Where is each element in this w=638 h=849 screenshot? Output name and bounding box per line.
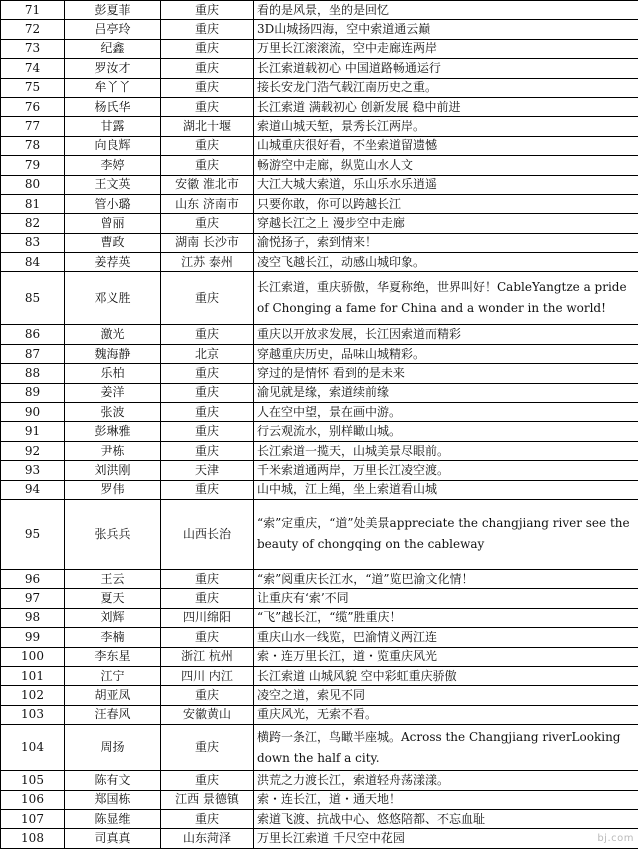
table-row [1,666,638,685]
table-row [1,364,638,383]
table-row [1,20,638,39]
cell-name: 杨氏华 [65,97,161,116]
cell-num: 107 [1,809,65,828]
table-row [1,344,638,363]
cell-name: 李楠 [65,628,161,647]
cell-place: 四川 内江 [161,666,254,685]
cell-name: 彭夏菲 [65,1,161,20]
cell-name: 纪鑫 [65,39,161,58]
cell-slogan: 穿越重庆历史，品味山城精彩。 [254,344,638,363]
cell-name: 邓义胜 [65,272,161,325]
cell-name: 牟丫丫 [65,78,161,97]
cell-name: 魏海静 [65,344,161,363]
table-row [1,569,638,588]
cell-slogan: 万里长江索道 千尺空中花园 [254,829,638,848]
cell-slogan: 渝见就是缘，索道续前缘 [254,383,638,402]
cell-place: 湖南 长沙市 [161,233,254,252]
cell-num: 91 [1,422,65,441]
cell-num: 103 [1,705,65,724]
cell-place: 重庆 [161,725,254,771]
table-row [1,441,638,460]
cell-slogan: 畅游空中走廊，纵览山水人文 [254,156,638,175]
cell-num: 72 [1,20,65,39]
cell-slogan: “索”定重庆，“道”处美景appreciate the changjiang river see the beauty of chongqing on the cableway [254,499,638,569]
cell-slogan: 洪荒之力渡长江，索道轻舟荡漾漾。 [254,771,638,790]
cell-slogan: 人在空中望，景在画中游。 [254,403,638,422]
cell-num: 84 [1,253,65,272]
cell-num: 105 [1,771,65,790]
cell-num: 71 [1,1,65,20]
cell-place: 重庆 [161,422,254,441]
cell-name: 胡亚凤 [65,686,161,705]
cell-place: 天津 [161,461,254,480]
cell-place: 四川绵阳 [161,608,254,627]
cell-name: 周扬 [65,725,161,771]
cell-num: 98 [1,608,65,627]
cell-num: 100 [1,647,65,666]
cell-name: 尹栋 [65,441,161,460]
cell-num: 78 [1,136,65,155]
cell-slogan: 让重庆有‘索’不同 [254,589,638,608]
cell-num: 83 [1,233,65,252]
cell-num: 82 [1,214,65,233]
cell-slogan: 穿过的是情怀 看到的是未来 [254,364,638,383]
cell-slogan: 长江索道载初心 中国道路畅通运行 [254,59,638,78]
cell-name: 张兵兵 [65,499,161,569]
cell-num: 81 [1,194,65,213]
table-row [1,589,638,608]
cell-name: 郑国栋 [65,790,161,809]
cell-name: 姜荐英 [65,253,161,272]
cell-num: 106 [1,790,65,809]
cell-name: 激光 [65,325,161,344]
cell-place: 山东菏泽 [161,829,254,848]
cell-num: 77 [1,117,65,136]
cell-name: 彭琳雅 [65,422,161,441]
cell-place: 重庆 [161,325,254,344]
table-row [1,214,638,233]
watermark: bj.com [597,833,634,844]
table-row [1,725,638,771]
cell-place: 北京 [161,344,254,363]
cell-num: 94 [1,480,65,499]
table-row [1,461,638,480]
cell-num: 88 [1,364,65,383]
table-row [1,117,638,136]
cell-slogan: “索”阅重庆长江水，“道”览巴渝文化情！ [254,569,638,588]
cell-name: 李东星 [65,647,161,666]
table-row [1,194,638,213]
cell-name: 姜洋 [65,383,161,402]
cell-name: 曹政 [65,233,161,252]
cell-place: 重庆 [161,686,254,705]
table-row [1,771,638,790]
cell-slogan: 3D山城扬四海，空中索道通云巅 [254,20,638,39]
cell-slogan: 长江索道，重庆骄傲，华夏称绝，世界叫好！CableYangtze a pride of Chonging a fame for China and a wonder in the world! [254,272,638,325]
cell-name: 向良辉 [65,136,161,155]
table-row [1,253,638,272]
cell-name: 罗伟 [65,480,161,499]
cell-slogan: 索・连万里长江，道・览重庆风光 [254,647,638,666]
cell-num: 102 [1,686,65,705]
table-row [1,499,638,569]
cell-place: 重庆 [161,136,254,155]
cell-num: 87 [1,344,65,363]
cell-num: 92 [1,441,65,460]
table-row [1,97,638,116]
cell-place: 重庆 [161,1,254,20]
cell-num: 74 [1,59,65,78]
cell-name: 王文英 [65,175,161,194]
cell-slogan: 长江索道 山城风貌 空中彩虹重庆骄傲 [254,666,638,685]
table-row [1,686,638,705]
cell-num: 85 [1,272,65,325]
table-row [1,78,638,97]
cell-place: 安徽黄山 [161,705,254,724]
cell-place: 江苏 泰州 [161,253,254,272]
cell-slogan: 渝悦扬子，索到情来！ [254,233,638,252]
cell-name: 张波 [65,403,161,422]
cell-place: 重庆 [161,441,254,460]
cell-slogan: 长江索道一揽天，山城美景尽眼前。 [254,441,638,460]
table-row [1,156,638,175]
cell-num: 86 [1,325,65,344]
table-row [1,809,638,828]
cell-slogan: 索道飞渡、抗战中心、悠悠陪都、不忘血耻 [254,809,638,828]
cell-place: 安徽 淮北市 [161,175,254,194]
table-row [1,628,638,647]
table-row [1,383,638,402]
table-body [1,1,638,849]
cell-name: 曾丽 [65,214,161,233]
cell-name: 汪春风 [65,705,161,724]
cell-place: 重庆 [161,364,254,383]
cell-place: 重庆 [161,156,254,175]
table-row [1,790,638,809]
table-row [1,1,638,20]
cell-name: 甘露 [65,117,161,136]
cell-num: 90 [1,403,65,422]
cell-place: 山东 济南市 [161,194,254,213]
cell-num: 95 [1,499,65,569]
cell-name: 吕亭玲 [65,20,161,39]
cell-num: 89 [1,383,65,402]
cell-place: 重庆 [161,403,254,422]
cell-place: 重庆 [161,59,254,78]
table-row [1,422,638,441]
cell-name: 王云 [65,569,161,588]
cell-place: 重庆 [161,589,254,608]
cell-place: 重庆 [161,809,254,828]
cell-name: 李婷 [65,156,161,175]
table-row [1,647,638,666]
cell-num: 76 [1,97,65,116]
cell-slogan: 重庆山水一线览，巴渝情义两江连 [254,628,638,647]
table-row [1,705,638,724]
cell-place: 重庆 [161,628,254,647]
cell-place: 重庆 [161,771,254,790]
table-row [1,59,638,78]
cell-num: 101 [1,666,65,685]
cell-num: 79 [1,156,65,175]
cell-place: 江西 景德镇 [161,790,254,809]
cell-slogan: 山城重庆很好看，不坐索道留遗憾 [254,136,638,155]
cell-num: 96 [1,569,65,588]
cell-slogan: 只要你敢，你可以跨越长江 [254,194,638,213]
cell-name: 夏天 [65,589,161,608]
cell-place: 浙江 杭州 [161,647,254,666]
cell-name: 管小璐 [65,194,161,213]
cell-name: 罗汝才 [65,59,161,78]
cell-name: 陈有文 [65,771,161,790]
cell-slogan: 索道山城天堑，景秀长江两岸。 [254,117,638,136]
cell-slogan: 大江大城大索道，乐山乐水乐逍遥 [254,175,638,194]
cell-slogan: 长江索道 满载初心 创新发展 稳中前进 [254,97,638,116]
cell-num: 75 [1,78,65,97]
table-row [1,325,638,344]
cell-name: 陈显维 [65,809,161,828]
table-row [1,403,638,422]
cell-place: 重庆 [161,39,254,58]
table-row [1,39,638,58]
cell-num: 80 [1,175,65,194]
table-row [1,829,638,848]
cell-slogan: 看的是风景，坐的是回忆 [254,1,638,20]
cell-num: 108 [1,829,65,848]
cell-place: 重庆 [161,78,254,97]
cell-slogan: 重庆风光，无索不看。 [254,705,638,724]
cell-place: 湖北十堰 [161,117,254,136]
cell-name: 乐柏 [65,364,161,383]
cell-name: 刘辉 [65,608,161,627]
cell-slogan: 凌空之道，索见不同 [254,686,638,705]
cell-place: 重庆 [161,97,254,116]
cell-slogan: 山中城，江上绳，坐上索道看山城 [254,480,638,499]
cell-place: 重庆 [161,383,254,402]
cell-slogan: 千米索道通两岸，万里长江凌空渡。 [254,461,638,480]
cell-slogan: 凌空飞越长江，动感山城印象。 [254,253,638,272]
cell-slogan: 横跨一条江，鸟瞰半座城。Across the Changjiang riverLooking down the half a city. [254,725,638,771]
cell-num: 99 [1,628,65,647]
cell-place: 重庆 [161,20,254,39]
table-row [1,175,638,194]
cell-slogan: 穿越长江之上 漫步空中走廊 [254,214,638,233]
table-row [1,233,638,252]
cell-slogan: 索・连长江，道・通天地！ [254,790,638,809]
cell-num: 73 [1,39,65,58]
table-row [1,272,638,325]
table-row [1,480,638,499]
cell-place: 重庆 [161,272,254,325]
cell-place: 重庆 [161,214,254,233]
cell-name: 司真真 [65,829,161,848]
cell-slogan: 万里长江滚滚流，空中走廊连两岸 [254,39,638,58]
cell-num: 93 [1,461,65,480]
table-row [1,608,638,627]
table-row [1,136,638,155]
cell-slogan: “飞”越长江，“缆”胜重庆！ [254,608,638,627]
cell-place: 重庆 [161,480,254,499]
cell-num: 104 [1,725,65,771]
cell-name: 刘洪刚 [65,461,161,480]
cell-num: 97 [1,589,65,608]
cell-slogan: 行云观流水，别样瞰山城。 [254,422,638,441]
cell-name: 江宁 [65,666,161,685]
cell-slogan: 重庆以开放求发展，长江因索道而精彩 [254,325,638,344]
cell-place: 重庆 [161,569,254,588]
cell-place: 山西长治 [161,499,254,569]
cell-slogan: 接长安龙门浩气载江南历史之重。 [254,78,638,97]
